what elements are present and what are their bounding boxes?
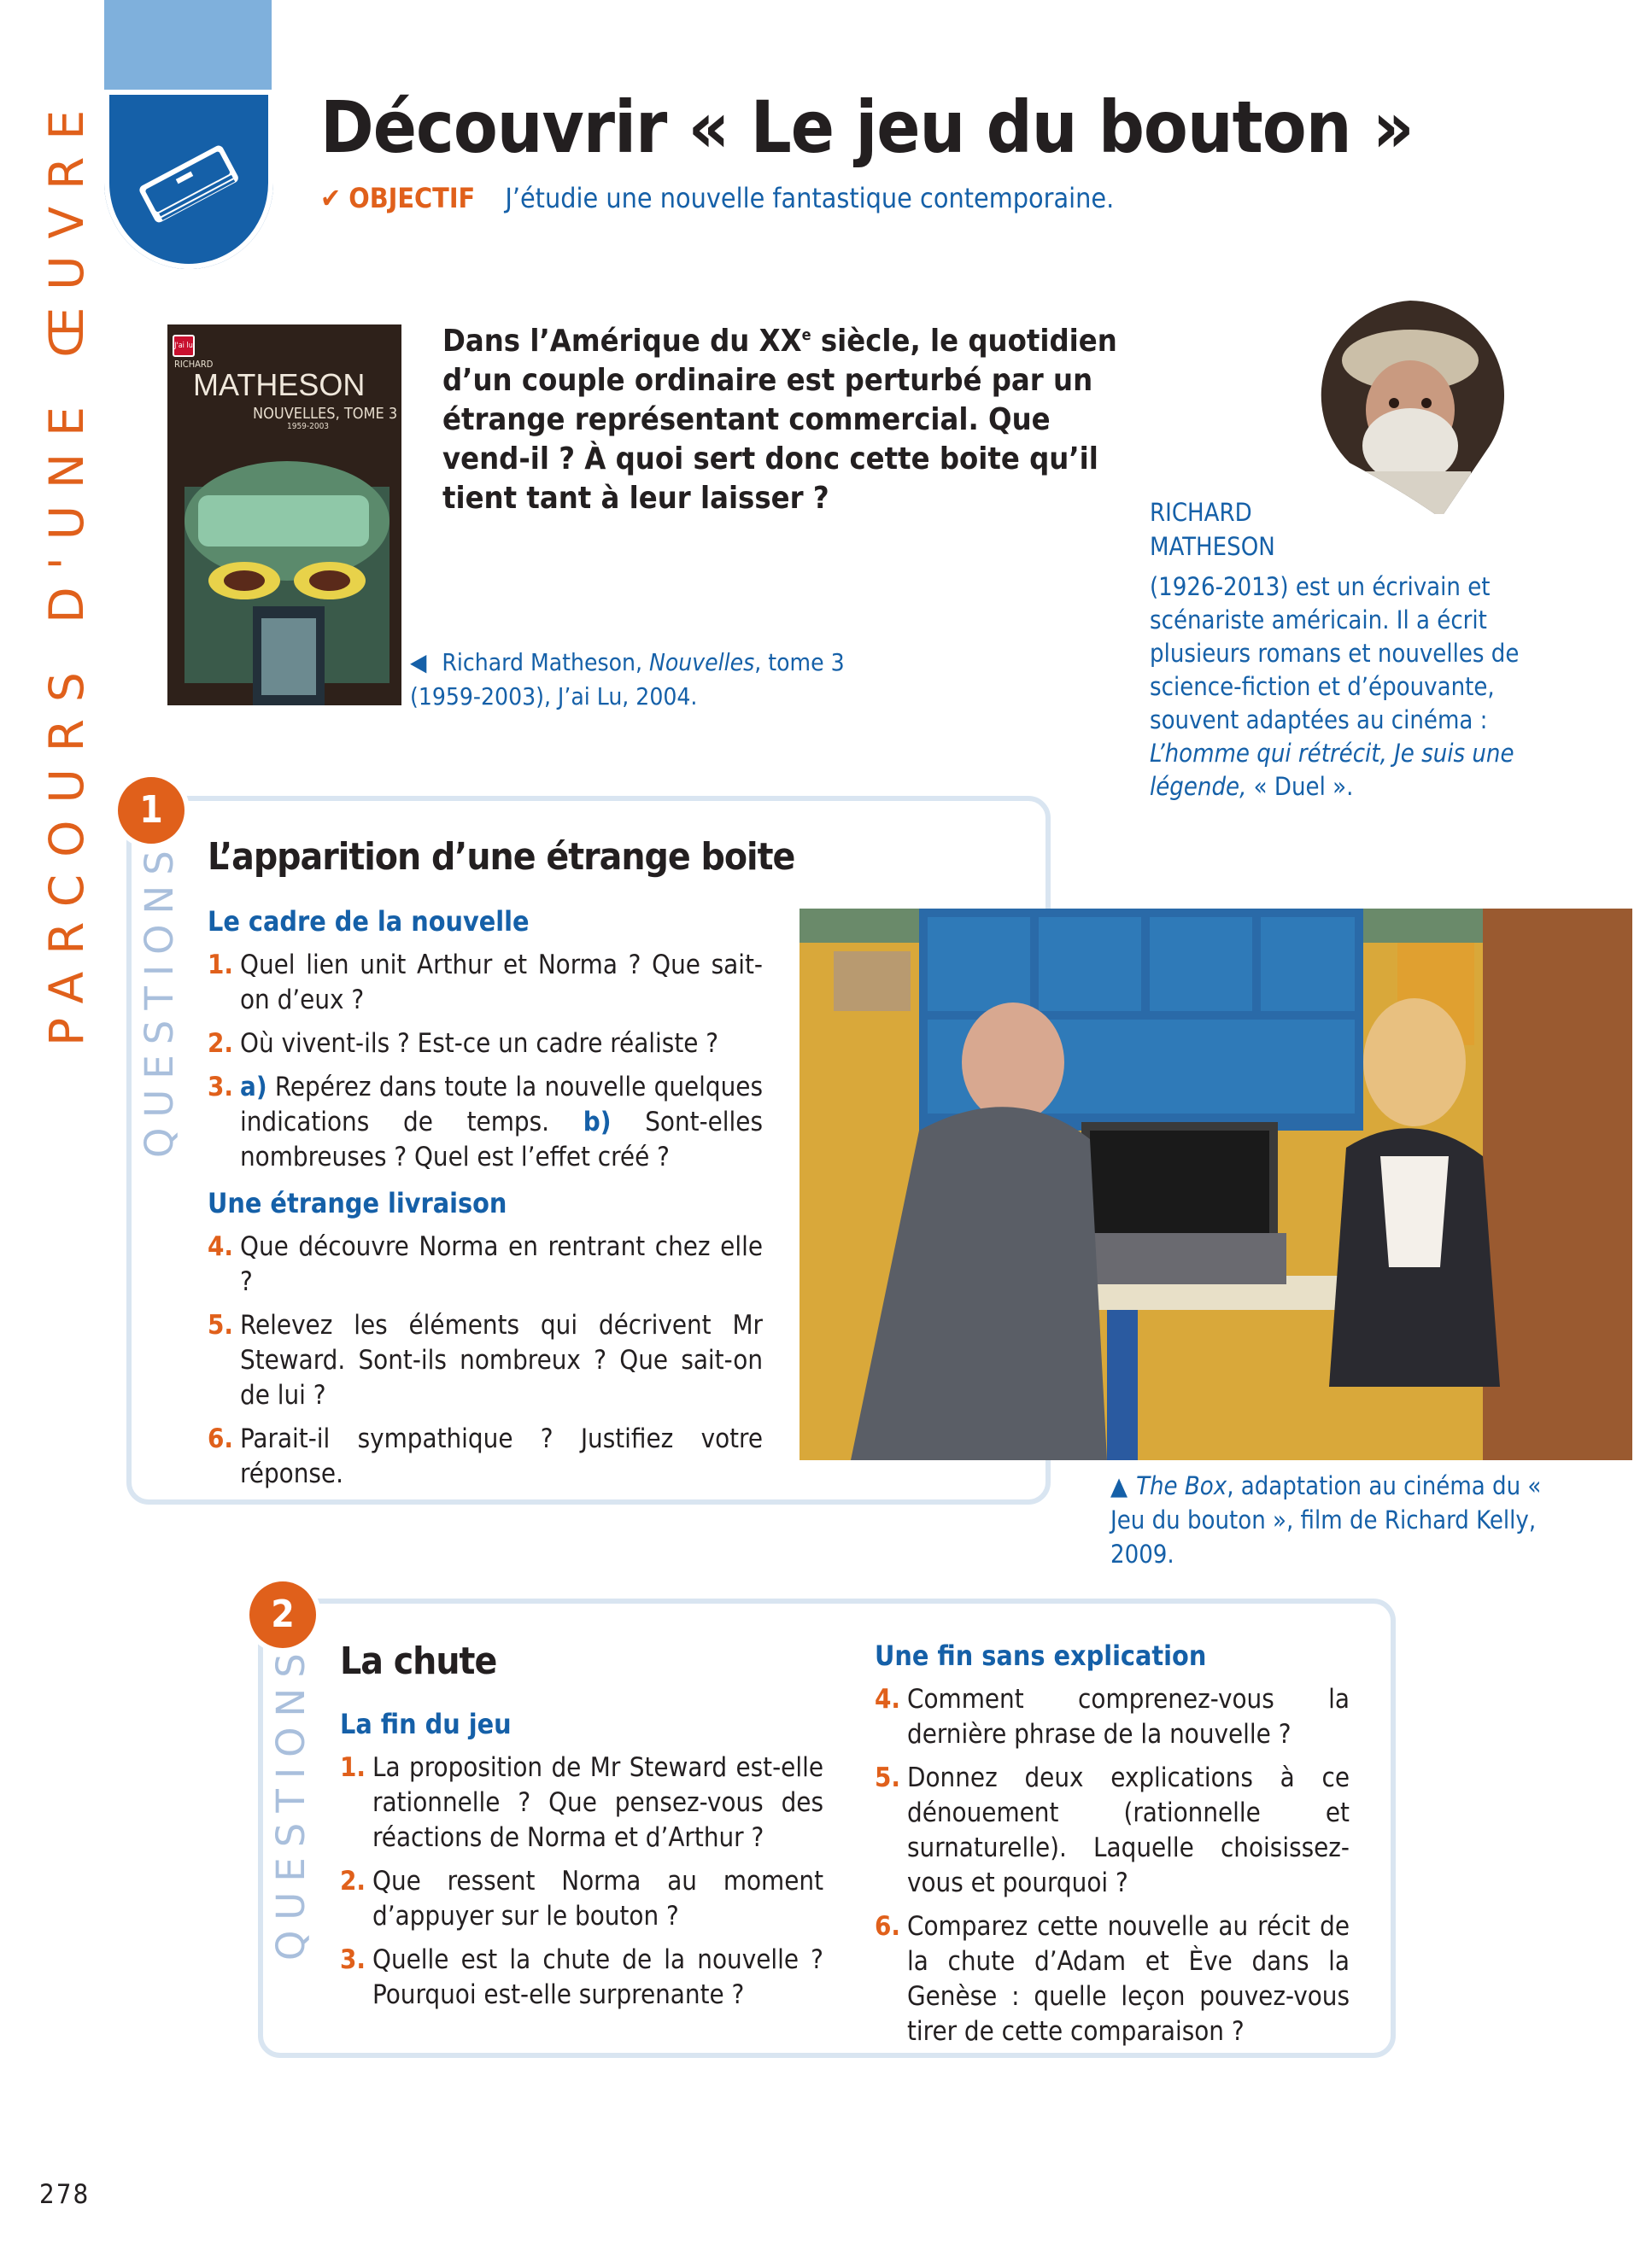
question-subpart-a: a) bbox=[240, 1072, 267, 1102]
objective-label: OBJECTIF bbox=[348, 182, 476, 214]
subsection-title: Une étrange livraison bbox=[208, 1187, 507, 1219]
cover-subtitle: NOUVELLES, TOME 3 bbox=[253, 405, 398, 423]
intro-text-part-1: Dans l’Amérique du XX bbox=[442, 324, 802, 359]
author-bio bbox=[1150, 570, 1526, 804]
film-still-image bbox=[800, 909, 1632, 1460]
triangle-left-icon: ◀ bbox=[410, 648, 427, 676]
question-number: 4. bbox=[208, 1231, 234, 1262]
question-list bbox=[208, 948, 763, 1175]
caption-author: Richard Matheson, bbox=[442, 648, 649, 676]
section-1-content bbox=[208, 905, 763, 1500]
question-number: 1. bbox=[208, 950, 234, 980]
question-item bbox=[340, 1864, 823, 1934]
cover-caption bbox=[410, 646, 888, 714]
question-text: Relevez les éléments qui décrivent Mr Steward. Sont-ils nombreux ? Que sait-on de lui ? bbox=[240, 1310, 763, 1411]
question-item bbox=[340, 1751, 823, 1856]
question-number: 1. bbox=[340, 1752, 366, 1783]
question-list bbox=[875, 1682, 1350, 2049]
section-number-badge: 1 bbox=[118, 777, 184, 844]
question-item bbox=[208, 1026, 763, 1061]
caption-work: Nouvelles bbox=[649, 648, 755, 676]
question-item bbox=[208, 1230, 763, 1300]
cover-author-small: RICHARD bbox=[174, 359, 214, 370]
question-item bbox=[208, 1070, 763, 1175]
question-text: Quelle est la chute de la nouvelle ? Pourquoi est-elle surprenante ? bbox=[372, 1944, 823, 2010]
question-number: 2. bbox=[340, 1866, 366, 1897]
page-number: 278 bbox=[39, 2179, 91, 2210]
question-item bbox=[208, 1308, 763, 1413]
author-name: RICHARD MATHESON bbox=[1150, 498, 1275, 561]
objective-text: J’étudie une nouvelle fantastique contemporaine. bbox=[505, 182, 1115, 214]
author-bio-works: L’homme qui rétrécit, Je suis une légende, bbox=[1150, 739, 1514, 801]
subsection-title: Une fin sans explication bbox=[875, 1640, 1207, 1672]
still-caption-rest: , adaptation au cinéma du « Jeu du bouton », film de Richard Kelly, 2009. bbox=[1110, 1471, 1542, 1569]
triangle-up-icon: ▲ bbox=[1110, 1471, 1128, 1500]
section-2-right-column bbox=[875, 1640, 1350, 2058]
questions-vertical-label: QUESTIONS bbox=[137, 840, 182, 1158]
question-text: Comparez cette nouvelle au récit de la chute d’Adam et Ève dans la Genèse : quelle leçon pouvez-vous tirer de cette comparaison ? bbox=[907, 1911, 1350, 2047]
cover-author-name: MATHESON bbox=[193, 367, 366, 402]
question-text: Que ressent Norma au moment d’appuyer sur le bouton ? bbox=[372, 1866, 823, 1932]
book-cover-image bbox=[167, 324, 401, 705]
question-number: 4. bbox=[875, 1684, 901, 1715]
film-still-caption bbox=[1110, 1469, 1555, 1571]
questions-vertical-label: QUESTIONS bbox=[268, 1643, 313, 1961]
cover-years: 1959-2003 bbox=[287, 422, 330, 431]
question-subpart-b: b) bbox=[583, 1107, 612, 1137]
intro-superscript: e bbox=[801, 326, 811, 344]
question-list bbox=[340, 1751, 823, 2013]
question-text: Quel lien unit Arthur et Norma ? Que sait-on d’eux ? bbox=[240, 950, 763, 1015]
check-icon: ✔ bbox=[320, 182, 342, 214]
question-number: 3. bbox=[208, 1072, 234, 1102]
question-text: Comment comprenez-vous la dernière phrase de la nouvelle ? bbox=[907, 1684, 1350, 1750]
question-item bbox=[340, 1943, 823, 2013]
section-title: La chute bbox=[340, 1640, 497, 1683]
question-text: Où vivent-ils ? Est-ce un cadre réaliste ? bbox=[240, 1028, 719, 1059]
question-item bbox=[208, 1422, 763, 1492]
question-item bbox=[208, 948, 763, 1018]
question-text: Sont-elles nombreuses ? Quel est l’effet créé ? bbox=[240, 1107, 763, 1172]
question-number: 2. bbox=[208, 1028, 234, 1059]
question-item bbox=[875, 1909, 1350, 2049]
section-number-badge: 2 bbox=[249, 1581, 316, 1648]
question-number: 5. bbox=[875, 1762, 901, 1793]
header-tab bbox=[104, 0, 272, 94]
subsection-title: La fin du jeu bbox=[340, 1708, 512, 1740]
question-item bbox=[875, 1682, 1350, 1752]
intro-paragraph bbox=[442, 316, 1117, 518]
question-text: La proposition de Mr Steward est-elle rationnelle ? Que pensez-vous des réactions de Norma et d’Arthur ? bbox=[372, 1752, 823, 1853]
question-number: 3. bbox=[340, 1944, 366, 1975]
author-bio-end: « Duel ». bbox=[1246, 772, 1354, 801]
author-bio-text: (1926-2013) est un écrivain et scénariste américain. Il a écrit plusieurs romans et nouvelles de science-fiction et d’épouvante, souvent adaptées au cinéma : bbox=[1150, 572, 1520, 734]
question-text: Donnez deux explications à ce dénouement (rationnelle et surnaturelle). Laquelle choisissez-vous et pourquoi ? bbox=[907, 1762, 1350, 1898]
section-2-left-column bbox=[340, 1708, 823, 2021]
section-title: L’apparition d’une étrange boite bbox=[208, 835, 795, 879]
publisher-logo: J'ai lu bbox=[173, 335, 195, 357]
book-icon bbox=[104, 90, 273, 269]
question-number: 6. bbox=[875, 1911, 901, 1942]
author-portrait bbox=[1315, 301, 1505, 514]
question-number: 5. bbox=[208, 1310, 234, 1341]
question-list bbox=[208, 1230, 763, 1492]
page-title: Découvrir « Le jeu du bouton » bbox=[320, 85, 1414, 169]
question-number: 6. bbox=[208, 1423, 234, 1454]
objective-line bbox=[320, 182, 1114, 214]
caption-rest: , tome 3 (1959-2003), J’ai Lu, 2004. bbox=[410, 648, 845, 710]
intro-text-part-2: siècle, le quotidien d’un couple ordinaire est perturbé par un étrange représentant commercial. Que vend-il ? À quoi sert donc cette boite qu’il tient tant à leur laisser ? bbox=[442, 324, 1117, 516]
question-text: Repérez dans toute la nouvelle quelques indications de temps. bbox=[240, 1072, 763, 1137]
still-caption-work: The Box bbox=[1136, 1471, 1227, 1500]
subsection-title: Le cadre de la nouvelle bbox=[208, 905, 530, 938]
question-item bbox=[875, 1761, 1350, 1901]
question-text: Que découvre Norma en rentrant chez elle ? bbox=[240, 1231, 763, 1297]
question-text: Parait-il sympathique ? Justifiez votre réponse. bbox=[240, 1423, 763, 1489]
section-side-label: PARCOURS D'UNE ŒUVRE bbox=[39, 92, 94, 1046]
